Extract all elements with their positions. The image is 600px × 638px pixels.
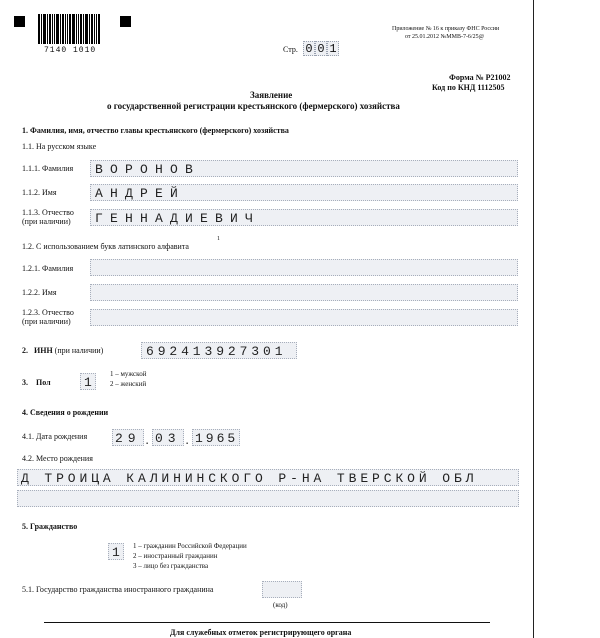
patronymic-value: ГЕННАДИЕВИЧ — [95, 211, 261, 226]
patronymic-field[interactable] — [90, 209, 518, 226]
inn-label — [22, 346, 103, 355]
barcode-image — [38, 14, 114, 44]
citizenship-option-1: 1 – гражданин Российской Федерации — [133, 542, 247, 550]
sex-label-num: 3. — [22, 378, 28, 387]
citizenship-field[interactable] — [108, 543, 128, 560]
lat-name-field[interactable] — [90, 284, 518, 301]
section4-heading: 4. Сведения о рождении — [22, 408, 109, 417]
citizenship-option-3: 3 – лицо без гражданства — [133, 562, 209, 570]
lat-surname-label: 1.2.1. Фамилия — [22, 264, 74, 273]
form-number: Форма № Р21002 — [449, 73, 511, 82]
sex-value: 1 — [84, 375, 100, 390]
title-line-1: Заявление — [250, 90, 293, 100]
birth-day-value: 29 — [115, 431, 141, 446]
sex-option-1: 1 – мужской — [110, 370, 147, 378]
birth-place-value: Д ТРОИЦА КАЛИНИНСКОГО Р-НА ТВЕРСКОЙ ОБЛ — [21, 471, 478, 486]
corner-marker — [14, 16, 25, 27]
page-digit: 1 — [327, 41, 339, 56]
page-digit: 0 — [303, 41, 315, 56]
citizenship-value: 1 — [112, 545, 128, 560]
birth-year-field[interactable] — [192, 429, 240, 446]
birth-place-label: 4.2. Место рождения — [22, 454, 93, 463]
birth-year-value: 1965 — [195, 431, 239, 446]
birth-month-value: 03 — [155, 431, 181, 446]
sex-field[interactable] — [80, 373, 100, 390]
page-label: Стр. — [283, 45, 298, 54]
section1-heading: 1. Фамилия, имя, отчество главы крестьянского (фермерского) хозяйства — [22, 126, 289, 135]
surname-value: ВОРОНОВ — [95, 162, 201, 177]
appendix-line-1: Приложение № 16 к приказу ФНС России — [392, 26, 500, 32]
birth-place-field[interactable] — [17, 469, 519, 486]
corner-marker — [120, 16, 131, 27]
patronymic-label-note: (при наличии) — [22, 217, 71, 226]
barcode-number: 7140 1010 — [44, 46, 97, 55]
birth-day-field[interactable] — [112, 429, 144, 446]
inn-label-num: 2. — [22, 346, 28, 355]
lat-patronymic-label-note: (при наличии) — [22, 317, 71, 326]
sex-label — [22, 378, 51, 387]
inn-value: 692413927301 — [146, 344, 287, 359]
code-caption: (код) — [273, 601, 288, 609]
birth-place-field-line2[interactable] — [17, 490, 519, 507]
lat-surname-field[interactable] — [90, 259, 518, 276]
lat-name-label: 1.2.2. Имя — [22, 288, 57, 297]
appendix-line-2: от 25.01.2012 №ММВ-7-6/25@ — [405, 34, 485, 40]
service-marks-caption: Для служебных отметок регистрирующего органа — [170, 628, 352, 637]
page-digit: 0 — [315, 41, 327, 56]
foreign-state-code-field[interactable] — [262, 581, 302, 598]
lat-patronymic-field[interactable] — [90, 309, 518, 326]
inn-label-note: (при наличии) — [54, 346, 104, 355]
section5-heading: 5. Гражданство — [22, 522, 78, 531]
footnote-mark: 1 — [217, 236, 220, 242]
name-value: АНДРЕЙ — [95, 186, 186, 201]
lat-patronymic-label: 1.2.3. Отчество — [22, 308, 74, 317]
inn-label-main: ИНН — [34, 346, 53, 355]
foreign-state-label: 5.1. Государство гражданства иностранного гражданина — [22, 585, 214, 594]
birth-date-label: 4.1. Дата рождения — [22, 432, 88, 441]
sex-label-text: Пол — [36, 378, 51, 387]
section1-sub2-label: 1.2. С использованием букв латинского алфавита — [22, 242, 189, 251]
citizenship-option-2: 2 – иностранный гражданин — [133, 552, 218, 560]
page-number-box — [303, 41, 339, 56]
patronymic-label: 1.1.3. Отчество — [22, 208, 74, 217]
inn-field[interactable] — [141, 342, 297, 359]
date-separator: . — [186, 436, 189, 446]
name-field[interactable] — [90, 184, 518, 201]
footer-divider — [44, 622, 490, 623]
section1-sub1-label: 1.1. На русском языке — [22, 142, 97, 151]
birth-month-field[interactable] — [152, 429, 184, 446]
surname-label: 1.1.1. Фамилия — [22, 164, 74, 173]
sex-option-2: 2 – женский — [110, 380, 147, 388]
surname-field[interactable] — [90, 160, 518, 177]
knd-code: Код по КНД 1112505 — [432, 83, 505, 92]
date-separator: . — [146, 436, 149, 446]
name-label: 1.1.2. Имя — [22, 188, 57, 197]
title-line-2: о государственной регистрации крестьянского (фермерского) хозяйства — [107, 101, 400, 111]
